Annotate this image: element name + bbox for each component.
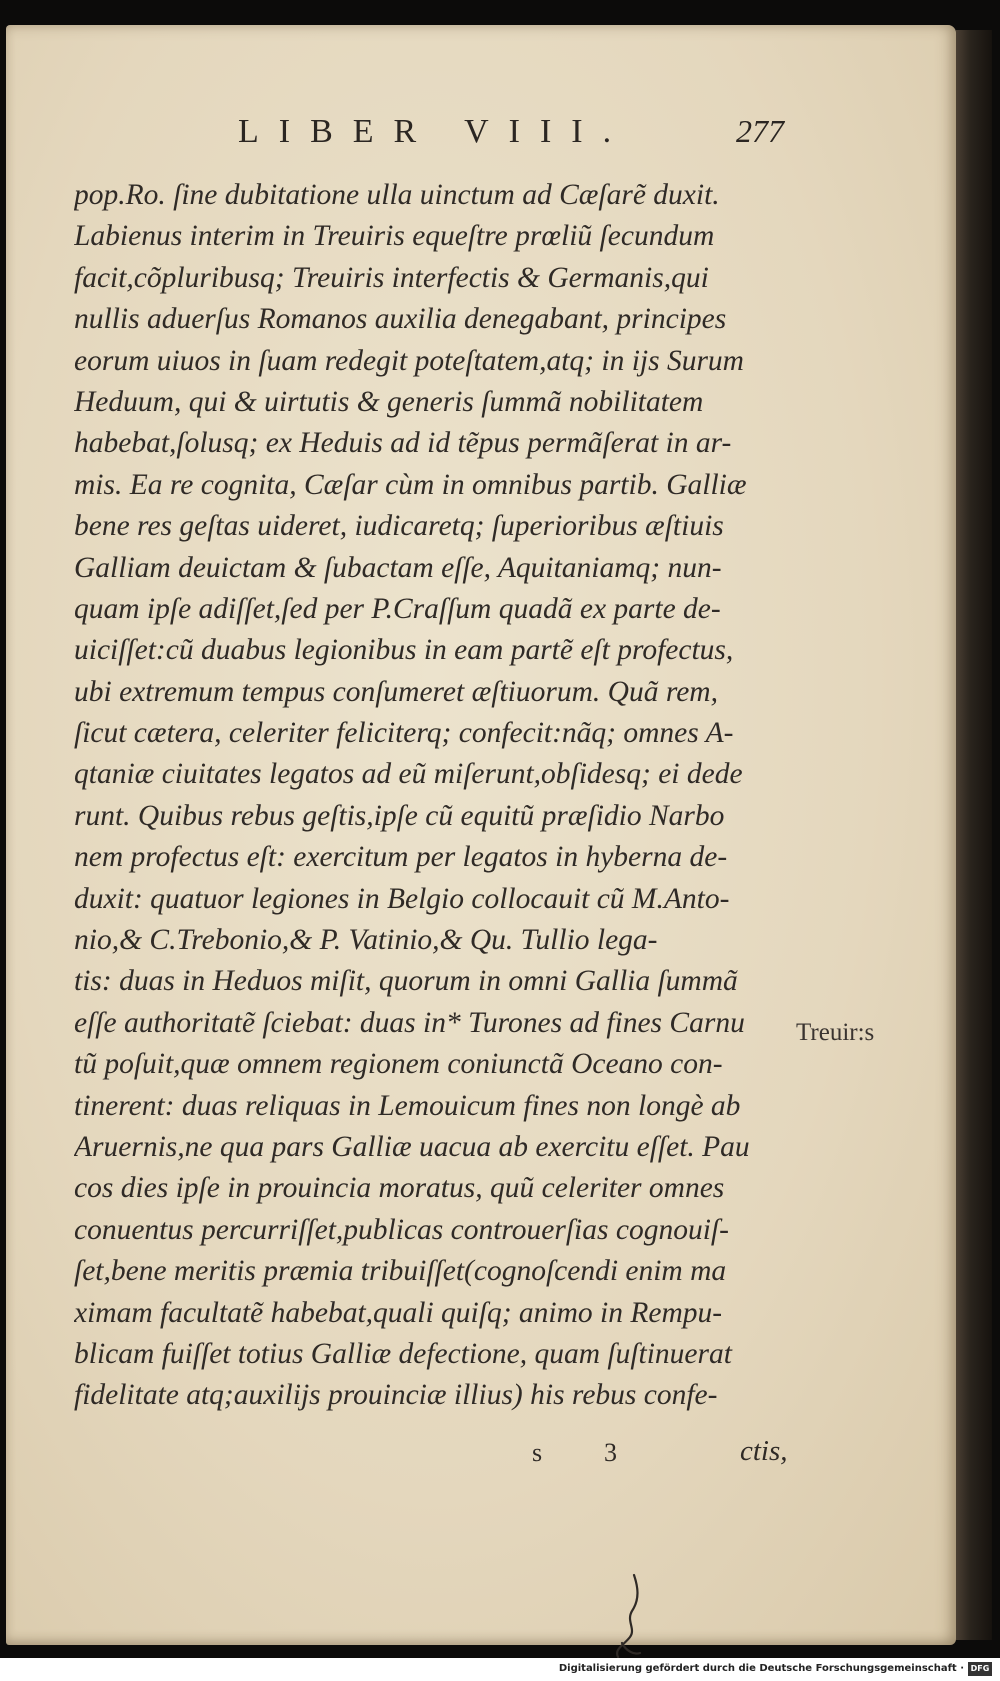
text-line: ſicut cætera, celeriter feliciterq; confecit:nãq; omnes A- [74, 717, 734, 750]
dfg-logo: DFG [968, 1662, 992, 1676]
page-header [6, 113, 956, 163]
marginal-note: Treuir:s [796, 1019, 875, 1046]
text-line: ubi extremum tempus conſumeret æſtiuorum. Quã rem, [74, 675, 718, 708]
text-line: pop.Ro. ſine dubitatione ulla uinctum ad Cæſarẽ duxit. [74, 179, 720, 211]
text-line: ximam facultatẽ habebat,quali quiſq; animo in Rempu- [74, 1296, 723, 1329]
text-line: blicam fuiſſet totius Galliæ defectione, quam ſuſtinuerat [74, 1337, 732, 1370]
text-line: Aruernis,ne qua pars Galliæ uacua ab exercitu eſſet. Pau [74, 1130, 750, 1163]
text-line: nio,& C.Trebonio,& P. Vatinio,& Qu. Tullio lega- [74, 924, 658, 957]
text-line: qtaniæ ciuitates legatos ad eũ miſerunt,obſidesq; ei dede [74, 758, 743, 791]
text-line: eſſe authoritatẽ ſciebat: duas in* Turones ad fines Carnu [74, 1006, 745, 1039]
text-line: tinerent: duas reliquas in Lemouicum fines non longè ab [74, 1089, 741, 1122]
text-line: uiciſſet:cũ duabus legionibus in eam partẽ eſt profectus, [74, 634, 734, 667]
text-line: duxit: quatuor legiones in Belgio collocauit cũ M.Anto- [74, 882, 730, 915]
book-page [6, 25, 956, 1645]
text-line: quam ipſe adiſſet,ſed per P.Craſſum quadã ex parte de- [74, 592, 721, 625]
text-line: Heduum, qui & uirtutis & generis ſummã nobilitatem [74, 385, 704, 418]
text-line: Galliam deuictam & ſubactam eſſe, Aquitaniamq; nun- [74, 551, 722, 584]
body-text [74, 175, 814, 1417]
text-line: tis: duas in Heduos miſit, quorum in omni Gallia ſummã [74, 965, 738, 998]
signature-number: 3 [604, 1438, 617, 1467]
running-head: LIBER VIII. [238, 113, 632, 150]
text-line: fidelitate atq;auxilijs prouinciæ illius) his rebus confe- [74, 1379, 718, 1412]
footer-credit: Digitalisierung gefördert durch die Deutsche Forschungsgemeinschaft · [558, 1663, 964, 1674]
book-edge [956, 30, 992, 1640]
text-line: conuentus percurriſſet,publicas controuerſias cognouiſ- [74, 1213, 729, 1246]
text-line: ſet,bene meritis præmia tribuiſſet(cognoſcendi enim ma [74, 1255, 727, 1288]
text-line: eorum uiuos in ſuam redegit poteſtatem,atq; in ijs Surum [74, 344, 744, 377]
digitization-footer [0, 1658, 1000, 1681]
text-line: cos dies ipſe in prouincia moratus, quũ celeriter omnes [74, 1172, 725, 1205]
text-line: nem profectus eſt: exercitum per legatos in hyberna de- [74, 841, 728, 874]
signature-letter: s [532, 1438, 543, 1467]
text-line: facit,cõpluribusq; Treuiris interfectis & Germanis,qui [74, 261, 709, 294]
text-line: habebat,ſolusq; ex Heduis ad id tẽpus permãſerat in ar- [74, 427, 732, 460]
text-line: mis. Ea re cognita, Cæſar cùm in omnibus partib. Galliæ [74, 468, 747, 501]
ink-stroke-mark [600, 1573, 660, 1663]
text-line: Labienus interim in Treuiris equeſtre prœliũ ſecundum [74, 220, 715, 253]
text-line: runt. Quibus rebus geſtis,ipſe cũ equitũ præſidio Narbo [74, 799, 725, 832]
text-line: tũ poſuit,quæ omnem regionem coniunctã Oceano con- [74, 1048, 723, 1081]
text-line: nullis aduerſus Romanos auxilia denegabant, principes [74, 303, 727, 336]
page-number: 277 [736, 113, 784, 149]
text-line: bene res geſtas uideret, iudicaretq; ſuperioribus æſtiuis [74, 510, 724, 543]
catchword: ctis, [740, 1435, 788, 1467]
signature-mark [532, 1438, 617, 1468]
